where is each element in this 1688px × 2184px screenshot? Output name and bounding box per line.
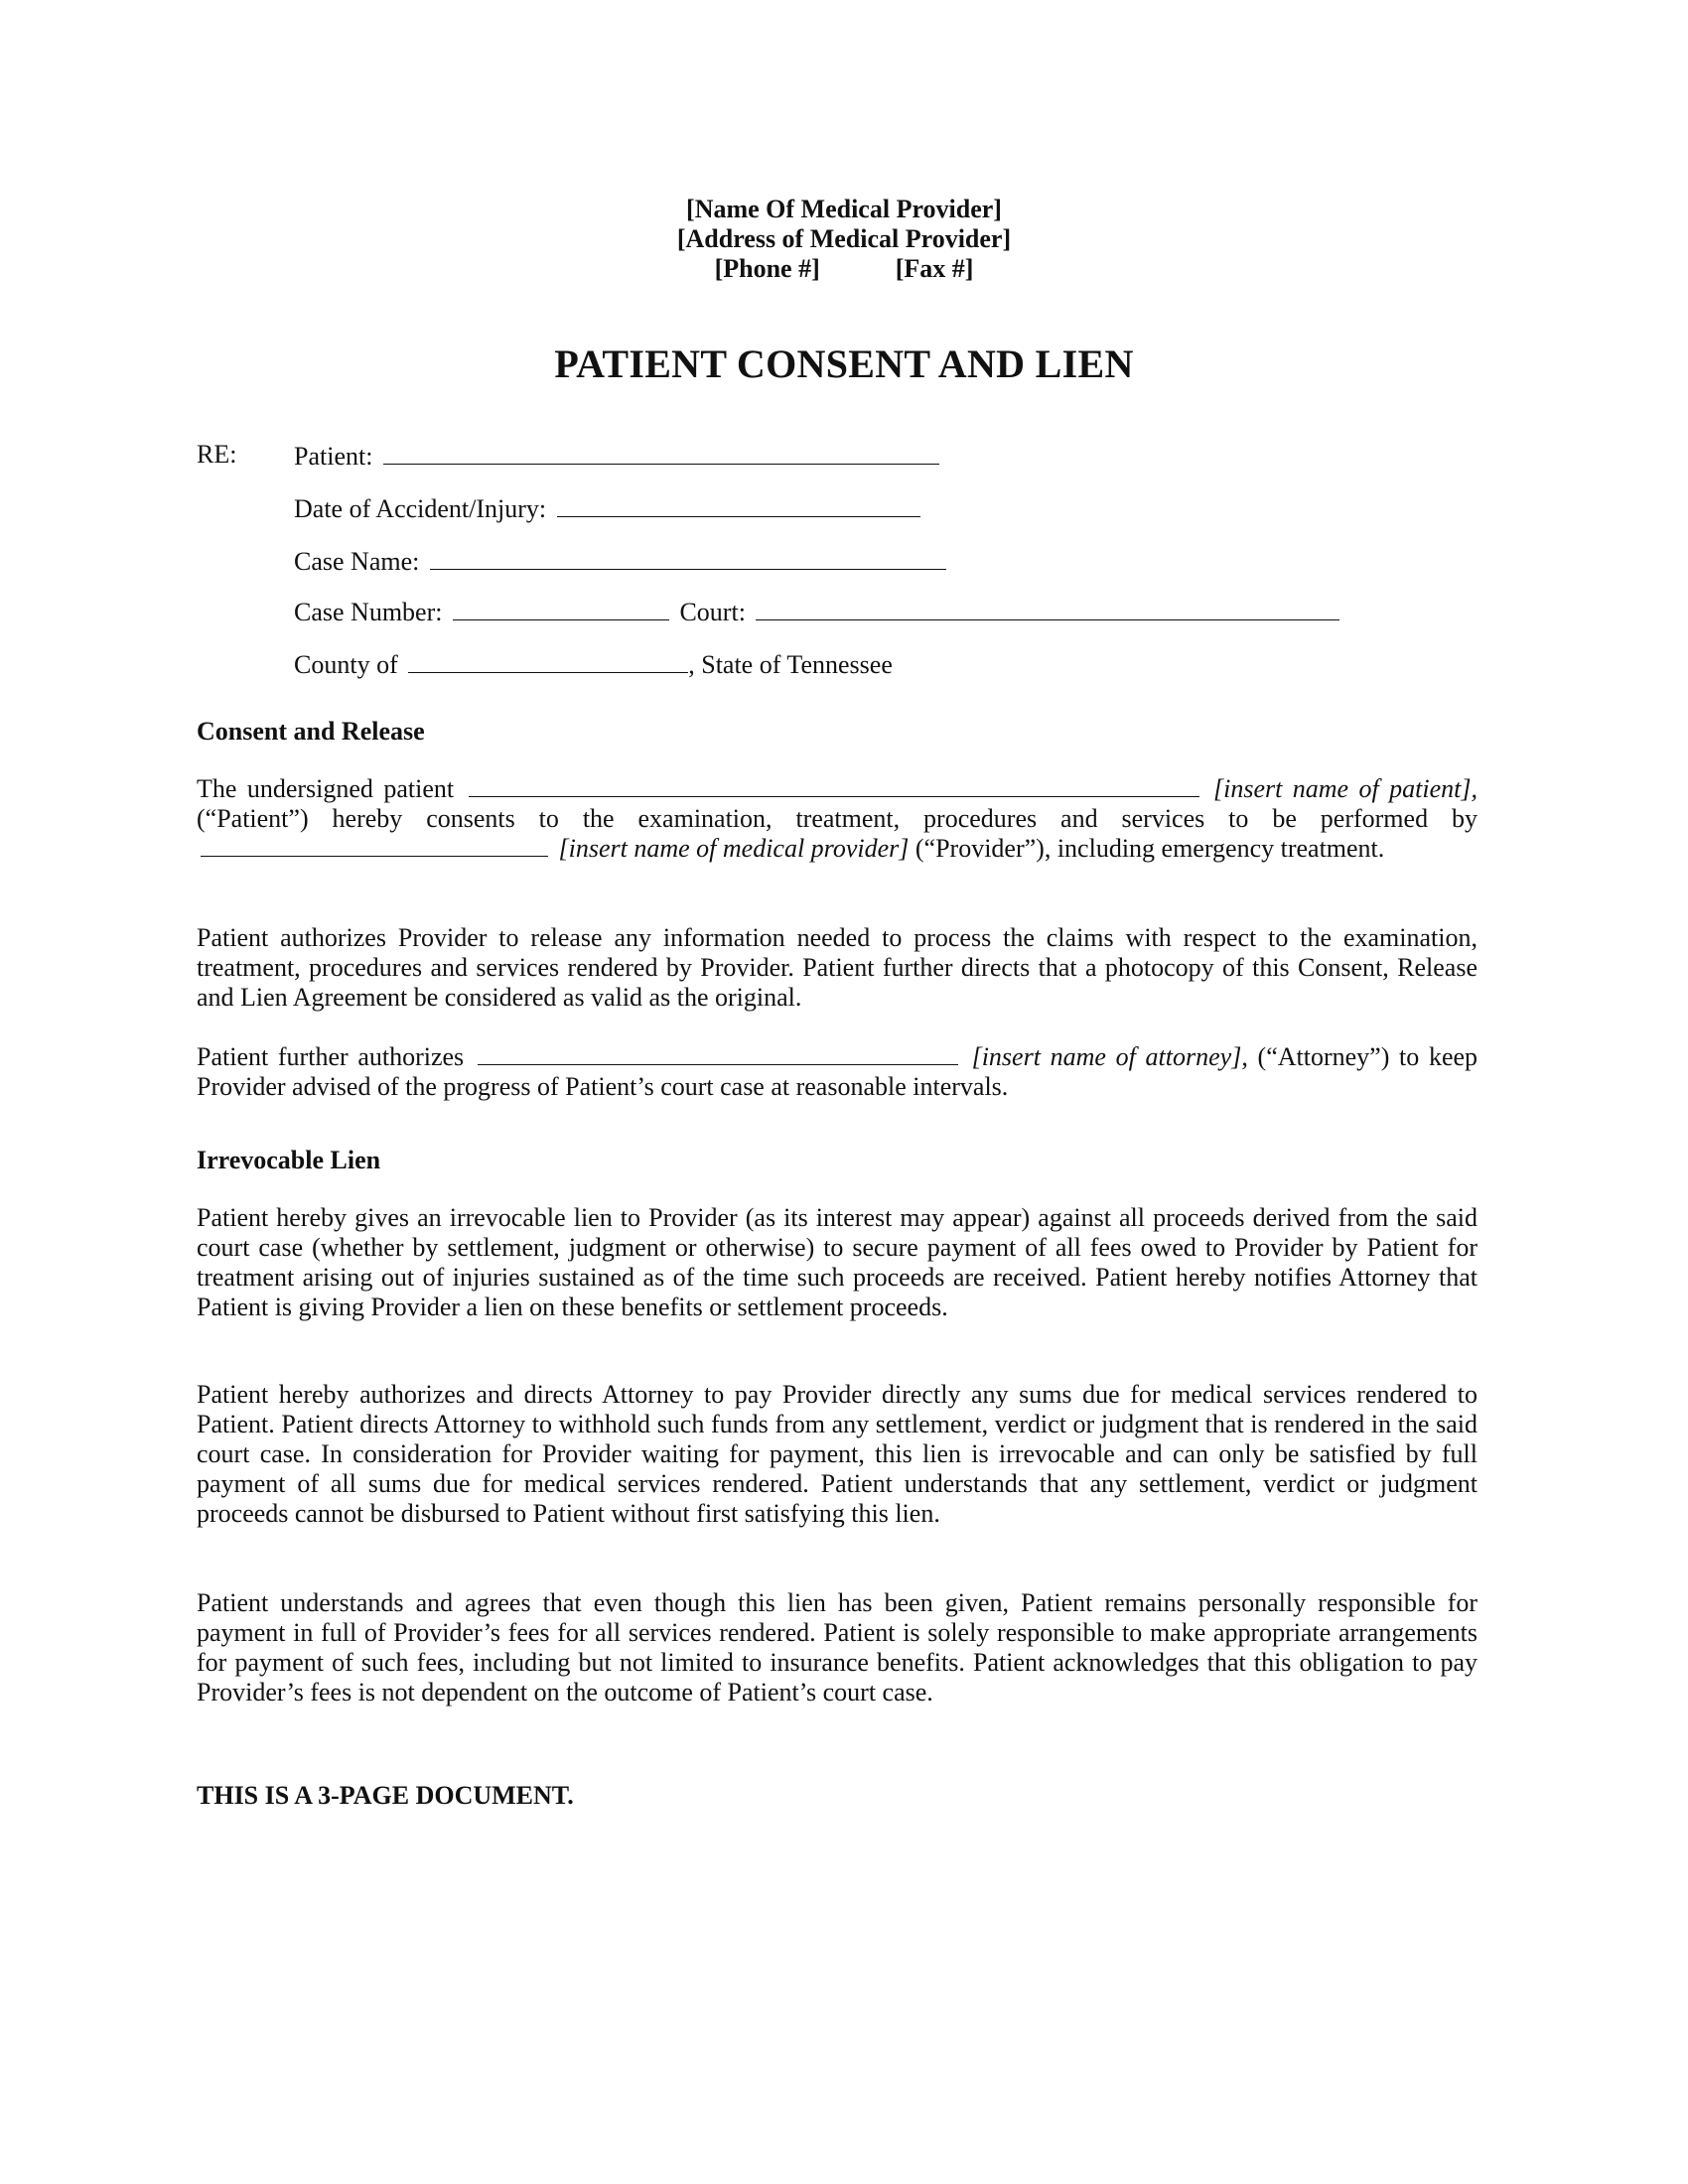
placeholder-attorney-name: [insert name of attorney], [971, 1042, 1248, 1071]
lien-paragraph-1: Patient hereby gives an irrevocable lien to Provider (as its interest may appear) against all proceeds derived from the said court case (whether by settlement, judgment or otherwise) to secure payment of all fees owed to Provider by Patient for treatment arising out of injuries sustained as of the time such proceeds are received. Patient hereby notifies Attorney that Patient is giving Provider a lien on these benefits or settlement proceeds. [197, 1203, 1477, 1321]
date-row [294, 492, 924, 524]
consent-paragraph-3 [197, 1042, 1477, 1102]
provider-name: [Name Of Medical Provider] [686, 195, 1002, 223]
consent-heading: Consent and Release [197, 717, 425, 746]
court-label: Court: [679, 598, 746, 626]
page-count-note: THIS IS A 3-PAGE DOCUMENT. [197, 1781, 574, 1810]
date-label: Date of Accident/Injury: [294, 494, 547, 523]
patient-blank[interactable] [383, 440, 939, 465]
case-number-blank[interactable] [453, 596, 669, 620]
placeholder-provider-name: [insert name of medical provider] [558, 834, 910, 863]
lien-paragraph-2: Patient hereby authorizes and directs Attorney to pay Provider directly any sums due for medical services rendered to Patient. Patient directs Attorney to withhold such funds from any settlement, verdict or judgment that is rendered in the said court case. In consideration for Provider waiting for payment, this lien is irrevocable and can only be satisfied by full payment of all sums due for medical services rendered. Patient understands that any settlement, verdict or judgment proceeds cannot be disbursed to Patient without first satisfying this lien. [197, 1380, 1477, 1528]
case-number-label: Case Number: [294, 598, 443, 626]
county-blank[interactable] [408, 648, 688, 673]
provider-address: [Address of Medical Provider] [676, 224, 1012, 253]
patient-name-blank[interactable] [469, 774, 1199, 797]
patient-label: Patient: [294, 442, 373, 471]
consent-paragraph-2: Patient authorizes Provider to release any information needed to process the claims with respect to the examination, treatment, procedures and services rendered by Provider. Patient further directs that a photocopy of this Consent, Release and Lien Agreement be considered as valid as the original. [197, 923, 1477, 1012]
phone-fax-line [0, 254, 1688, 284]
patient-row [294, 440, 943, 472]
consent-p3-end: (“Attorney”) to keep Provider advised of the progress of Patient’s court case at reasonable intervals. [197, 1042, 1478, 1101]
re-label: RE: [197, 440, 237, 469]
case-name-row [294, 545, 950, 577]
provider-fax: [Fax #] [895, 254, 974, 283]
date-blank[interactable] [557, 492, 920, 517]
lien-paragraph-3: Patient understands and agrees that even though this lien has been given, Patient remains personally responsible for payment in full of Provider’s fees for all services rendered. Patient is solely responsible to make appropriate arrangements for payment of such fees, including but not limited to insurance benefits. Patient acknowledges that this obligation to pay Provider’s fees is not dependent on the outcome of Patient’s court case. [197, 1588, 1477, 1706]
provider-header [0, 195, 1688, 284]
case-name-label: Case Name: [294, 547, 420, 576]
state-text: , State of Tennessee [688, 650, 893, 679]
consent-p1-start: The undersigned patient [197, 774, 455, 803]
placeholder-patient-name: [insert name of patient], [1213, 774, 1478, 803]
lien-heading: Irrevocable Lien [197, 1146, 381, 1174]
provider-phone: [Phone #] [714, 254, 820, 283]
document-title: PATIENT CONSENT AND LIEN [554, 341, 1134, 386]
consent-p3-start: Patient further authorizes [197, 1042, 465, 1071]
county-label: County of [294, 650, 398, 679]
consent-p1-end: (“Provider”), including emergency treatment. [914, 834, 1385, 863]
provider-name-blank[interactable] [201, 834, 548, 857]
court-blank[interactable] [756, 596, 1339, 620]
consent-p1-mid: (“Patient”) hereby consents to the examination, treatment, procedures and services to be performed by [197, 804, 1477, 833]
county-row [294, 648, 893, 680]
consent-paragraph-1 [197, 774, 1477, 864]
case-number-row [294, 596, 1343, 627]
attorney-name-blank[interactable] [478, 1042, 958, 1065]
case-name-blank[interactable] [430, 545, 946, 570]
